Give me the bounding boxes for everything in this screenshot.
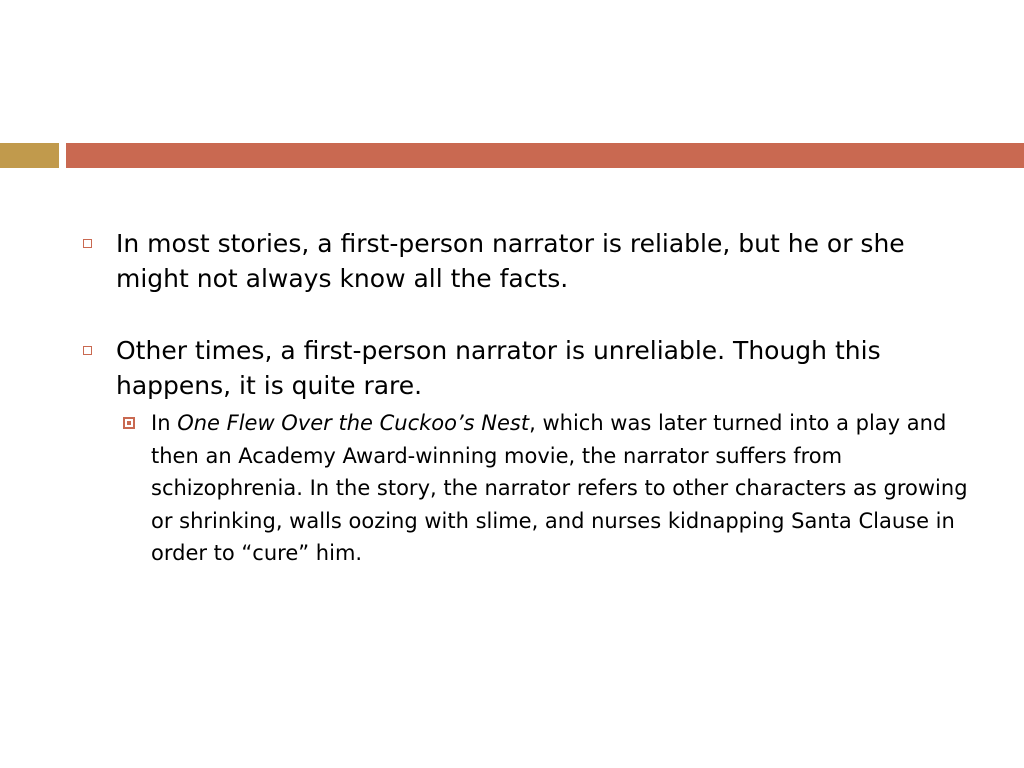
bullet-item-reliable-narrator bbox=[81, 226, 981, 296]
bullet-text: Other times, a first-person narrator is unreliable. Though this happens, it is quite rare. bbox=[116, 336, 881, 400]
sub-bullet-text-before: In bbox=[151, 411, 178, 435]
filled-square-bullet-icon bbox=[123, 417, 135, 429]
hollow-square-bullet-icon bbox=[83, 239, 92, 248]
sub-bullet-text-after: , which was later turned into a play and then an Academy Award-winning movie, the narrator suffers from schizophrenia. In the story, the narrator refers to other characters as growing or shrinking, walls oozing with slime, and nurses kidnapping Santa Clause in order to “cure” him. bbox=[151, 411, 968, 565]
bullet-item-unreliable-narrator bbox=[81, 333, 981, 403]
sub-bullet-item-cuckoos-nest bbox=[116, 407, 981, 570]
book-title: One Flew Over the Cuckoo’s Nest bbox=[177, 411, 530, 435]
accent-band-left bbox=[0, 143, 59, 168]
slide-body bbox=[81, 226, 981, 570]
accent-band-right bbox=[66, 143, 1024, 168]
hollow-square-bullet-icon bbox=[83, 346, 92, 355]
bullet-text: In most stories, a first-person narrator is reliable, but he or she might not always know all the facts. bbox=[116, 229, 905, 293]
